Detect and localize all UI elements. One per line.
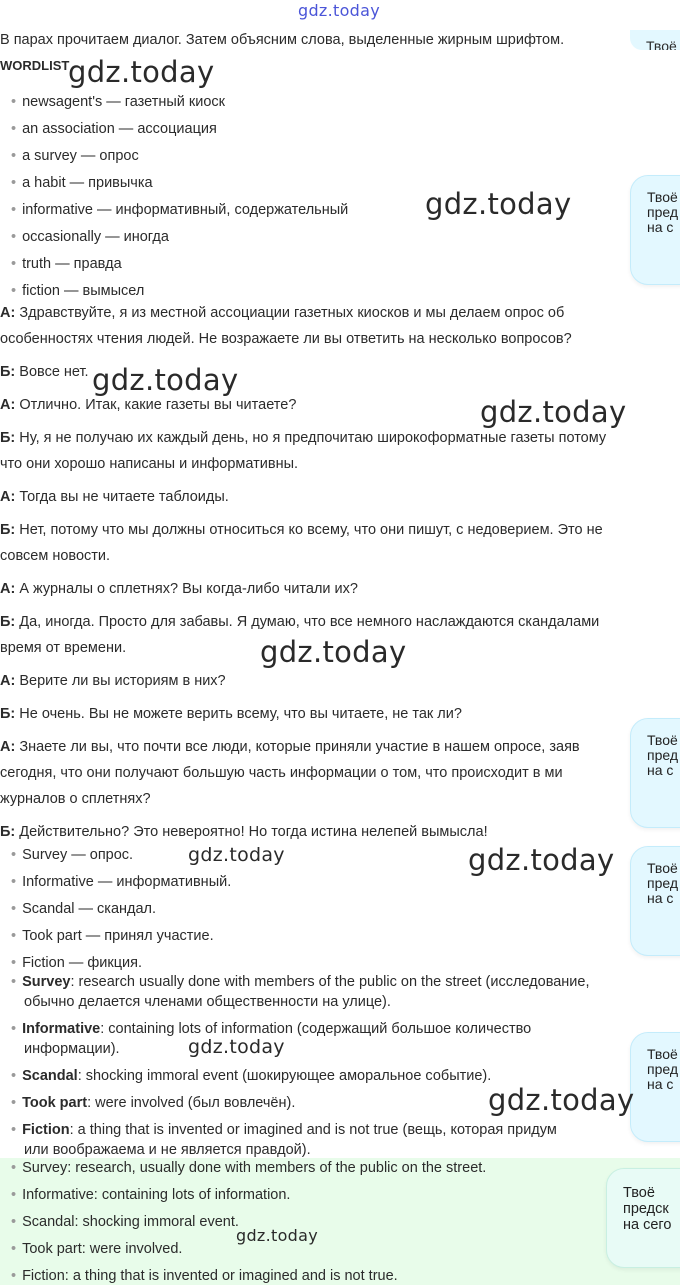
- list-item: • Informative: containing lots of information.: [11, 1185, 290, 1205]
- dialogue-line: Б: Нет, потому что мы должны относиться ко всему, что они пишут, с недоверием. Это не: [0, 522, 603, 538]
- list-item: • Took part: were involved.: [11, 1239, 182, 1259]
- dialogue-line: совсем новости.: [0, 548, 111, 564]
- dialogue-line: сегодня, что они получают большую часть информации о том, что происходит в ми: [0, 765, 563, 781]
- watermark: gdz.today: [468, 843, 615, 877]
- prediction-bubble[interactable]: Твоё пред на с: [630, 175, 680, 285]
- watermark: gdz.today: [236, 1226, 318, 1245]
- dialogue-line: что они хорошо написаны и информативны.: [0, 456, 299, 472]
- dialogue-line: А: Здравствуйте, я из местной ассоциации газетных киосков и мы делаем опрос об: [0, 305, 565, 321]
- watermark: gdz.today: [260, 635, 407, 669]
- watermark: gdz.today: [480, 395, 627, 429]
- dialogue-line: время от времени.: [0, 640, 127, 656]
- list-item-cont: или воображаема и не является правдой).: [24, 1142, 311, 1158]
- list-item-cont: информации).: [24, 1041, 120, 1057]
- dialogue-line: А: А журналы о сплетнях? Вы когда-либо читали их?: [0, 581, 358, 597]
- list-item: • newsagent's — газетный киоск: [11, 92, 225, 112]
- watermark-top: gdz.today: [298, 1, 380, 20]
- watermark: gdz.today: [188, 844, 285, 866]
- prediction-bubble[interactable]: Твоё пред на с: [630, 846, 680, 956]
- list-item: • Scandal — скандал.: [11, 899, 156, 919]
- dialogue-line: Б: Не очень. Вы не можете верить всему, что вы читаете, не так ли?: [0, 706, 462, 722]
- dialogue-line: А: Верите ли вы историям в них?: [0, 673, 226, 689]
- intro-text: В парах прочитаем диалог. Затем объясним слова, выделенные жирным шрифтом.: [0, 32, 565, 48]
- dialogue-line: Б: Вовсе нет.: [0, 364, 89, 380]
- watermark: gdz.today: [425, 187, 572, 221]
- watermark: gdz.today: [188, 1036, 285, 1058]
- bubble-top[interactable]: [630, 30, 680, 50]
- list-item: • Scandal: shocking immoral event.: [11, 1212, 239, 1232]
- list-item: • Informative: containing lots of information (содержащий большое количество: [11, 1019, 531, 1039]
- list-item: • Fiction — фикция.: [11, 953, 142, 973]
- list-item: • Took part: were involved (был вовлечён).: [11, 1093, 295, 1113]
- list-item: • Scandal: shocking immoral event (шокирующее аморальное событие).: [11, 1066, 491, 1086]
- dialogue-line: журналов о сплетнях?: [0, 791, 151, 807]
- list-item: • a habit — привычка: [11, 173, 153, 193]
- dialogue-line: А: Знаете ли вы, что почти все люди, которые приняли участие в нашем опросе, заяв: [0, 739, 580, 755]
- list-item: • Fiction: a thing that is invented or imagined and is not true.: [11, 1266, 398, 1286]
- dialogue-line: Б: Ну, я не получаю их каждый день, но я предпочитаю широкоформатные газеты потому: [0, 430, 607, 446]
- watermark: gdz.today: [92, 363, 239, 397]
- prediction-bubble[interactable]: Твоё пред на с: [630, 1032, 680, 1142]
- dialogue-line: особенностях чтения людей. Не возражаете ли вы ответить на несколько вопросов?: [0, 331, 572, 347]
- list-item: • Survey: research, usually done with members of the public on the street.: [11, 1158, 486, 1178]
- dialogue-line: А: Отлично. Итак, какие газеты вы читаете?: [0, 397, 297, 413]
- dialogue-line: А: Тогда вы не читаете таблоиды.: [0, 489, 229, 505]
- list-item: • Survey — опрос.: [11, 845, 133, 865]
- dialogue-line: Б: Да, иногда. Просто для забавы. Я думаю, что все немного наслаждаются скандалами: [0, 614, 600, 630]
- list-item: • truth — правда: [11, 254, 122, 274]
- list-item: • informative — информативный, содержательный: [11, 200, 348, 220]
- bubble-top-text: Твоё: [646, 38, 677, 50]
- list-item: • Survey: research usually done with members of the public on the street (исследование,: [11, 972, 590, 992]
- prediction-bubble-green[interactable]: Твоё предск на сего: [606, 1168, 680, 1268]
- prediction-bubble[interactable]: Твоё пред на с: [630, 718, 680, 828]
- list-item: • fiction — вымысел: [11, 281, 144, 301]
- list-item: • occasionally — иногда: [11, 227, 169, 247]
- wordlist-title: WORDLIST: [0, 58, 70, 73]
- list-item: • Informative — информативный.: [11, 872, 231, 892]
- list-item: • Took part — принял участие.: [11, 926, 214, 946]
- list-item: • Fiction: a thing that is invented or imagined and is not true (вещь, которая придум: [11, 1120, 557, 1140]
- list-item: • an association — ассоциация: [11, 119, 217, 139]
- watermark: gdz.today: [68, 55, 215, 89]
- dialogue-line: Б: Действительно? Это невероятно! Но тогда истина нелепей вымысла!: [0, 824, 488, 840]
- list-item-cont: обычно делается членами общественности на улице).: [24, 994, 391, 1010]
- watermark: gdz.today: [488, 1083, 635, 1117]
- list-item: • a survey — опрос: [11, 146, 139, 166]
